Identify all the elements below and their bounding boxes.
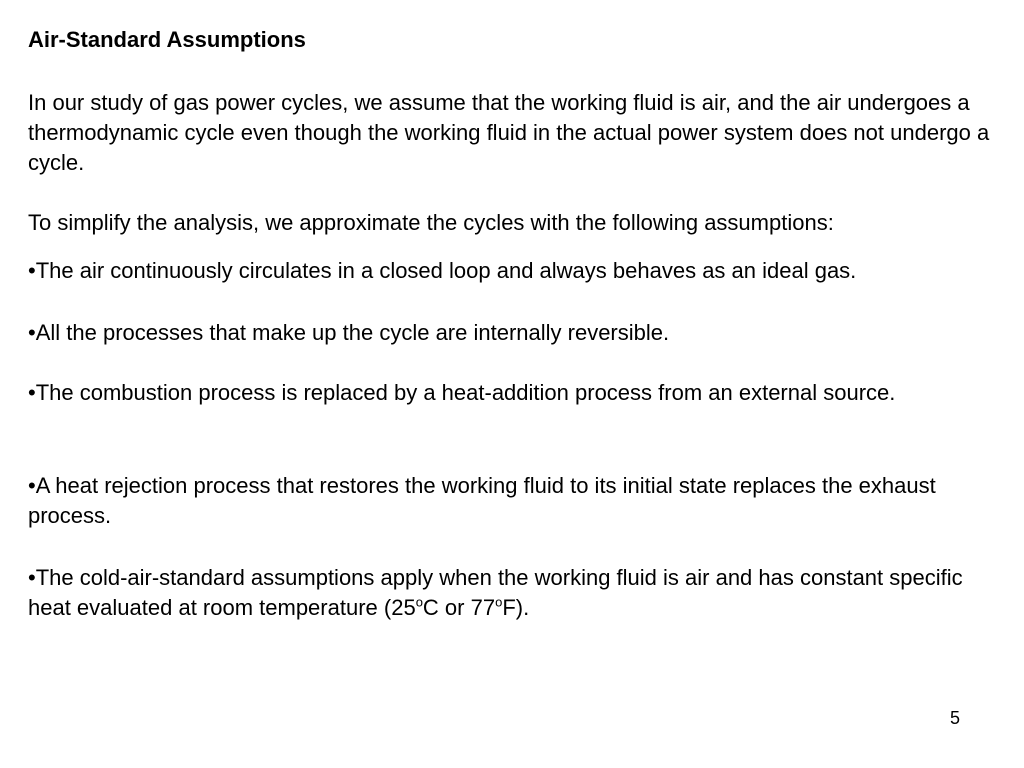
bullet-text-before: •The cold-air-standard assumptions apply when the working fluid is air and has constant specific heat evaluated at room temperature (25 [28,565,963,620]
bullet-heat-rejection: •A heat rejection process that restores the working fluid to its initial state replaces the exhaust process. [28,473,936,528]
bullet-cold-air-standard [28,563,1003,623]
simplify-paragraph: To simplify the analysis, we approximate the cycles with the following assumptions: [28,210,834,235]
bullet-text-mid: C or 77 [422,595,496,620]
bullet-heat-addition: •The combustion process is replaced by a heat-addition process from an external source. [28,380,896,405]
bullet-closed-loop: •The air continuously circulates in a closed loop and always behaves as an ideal gas. [28,258,857,283]
degree-superscript-2: o [495,594,503,610]
intro-paragraph: In our study of gas power cycles, we assume that the working fluid is air, and the air undergoes a thermodynamic cycle even though the working fluid in the actual power system does not undergo a cycle. [28,90,990,175]
bullet-text-after: F). [502,595,530,620]
bullet-reversible: •All the processes that make up the cycle are internally reversible. [28,320,670,345]
degree-superscript-1: o [415,594,423,610]
page-number: 5 [950,708,961,728]
slide-title: Air-Standard Assumptions [28,27,306,52]
